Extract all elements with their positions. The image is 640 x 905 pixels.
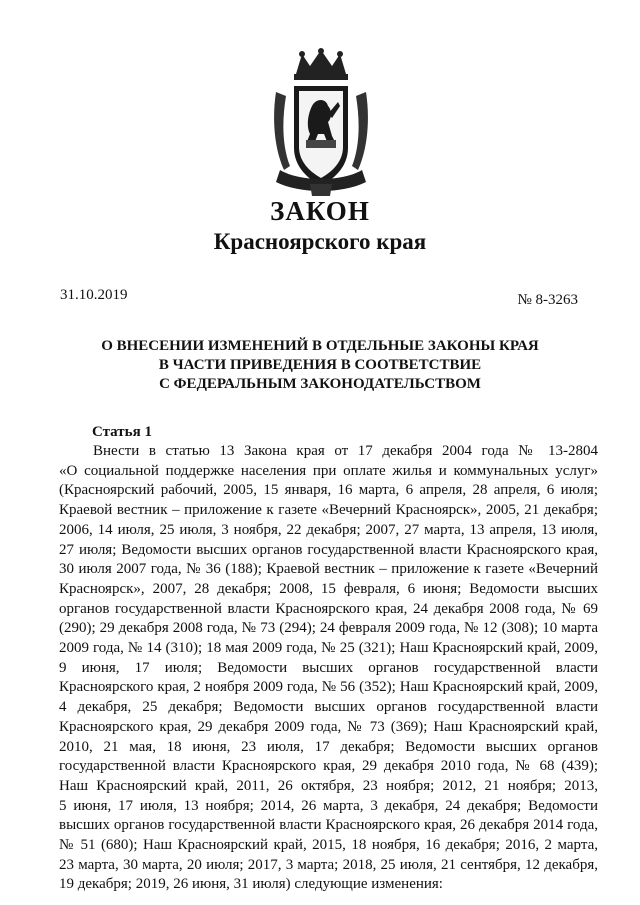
body-line: 23 марта, 30 марта, 20 июля; 2017, 3 марта; 2018, 25 июля, 21 сентября, 12 декабря, [59, 856, 598, 873]
law-date: 31.10.2019 [60, 287, 128, 303]
law-heading [80, 337, 560, 394]
body-line: 2010, 21 мая, 18 июня, 23 июля, 17 декабря; Ведомости высших органов [59, 738, 598, 755]
heading-line: О ВНЕСЕНИИ ИЗМЕНЕНИЙ В ОТДЕЛЬНЫЕ ЗАКОНЫ КРАЯ [101, 338, 539, 354]
body-line: № 51 (680); Наш Красноярский край, 2015, 18 ноября, 16 декабря; 2016, 2 марта, [59, 837, 598, 854]
article-body [59, 442, 598, 895]
law-region-subtitle: Красноярского края [213, 229, 427, 254]
body-line: органов государственной власти Красноярского края, 24 декабря 2008 года, № 69 [59, 600, 598, 617]
body-line: высших органов государственной власти Красноярского края, 26 декабря 2014 года, [59, 817, 598, 834]
body-line: 5 июня, 17 июля, 13 ноября; 2014, 26 марта, 3 декабря, 24 декабря; Ведомости [59, 797, 598, 814]
article-title: Статья 1 [92, 424, 152, 440]
body-line: Краевой вестник – приложение к газете «Вечерний Красноярск», 2005, 21 декабря; [59, 502, 598, 519]
body-line: 2006, 14 июля, 25 июля, 3 ноября, 22 декабря; 2007, 27 марта, 13 апреля, 13 июля, [59, 521, 598, 538]
heading-line: С ФЕДЕРАЛЬНЫМ ЗАКОНОДАТЕЛЬСТВОМ [159, 376, 481, 392]
body-line: (Красноярский рабочий, 2005, 15 января, 16 марта, 6 апреля, 28 апреля, 6 июля; [59, 482, 598, 499]
body-line: Наш Красноярский край, 2011, 26 октября, 23 ноября; 2012, 21 ноября; 2013, [59, 777, 598, 794]
body-line: 19 декабря; 2019, 26 июня, 31 июля) следующие изменения: [59, 876, 443, 893]
body-line: 4 декабря, 25 декабря; Ведомости высших органов государственной власти [59, 699, 598, 716]
body-line: 27 июля; Ведомости высших органов государственной власти Красноярского края, [59, 541, 598, 558]
body-line: (290); 29 декабря 2008 года, № 73 (294); 24 февраля 2009 года, № 12 (308); 10 марта [59, 620, 598, 637]
law-number: № 8-3263 [517, 292, 578, 308]
body-line: 9 июня, 17 июля; Ведомости высших органов государственной власти [59, 659, 598, 676]
body-line: государственной власти Красноярского края, 29 декабря 2010 года, № 68 (439); [59, 758, 598, 775]
law-title: ЗАКОН [270, 196, 370, 226]
body-line: Красноярск», 2007, 28 декабря; 2008, 15 февраля, 6 июня; Ведомости высших [59, 580, 598, 597]
body-line: 30 июля 2007 года, № 36 (188); Краевой вестник – приложение к газете «Вечерний [59, 561, 598, 578]
heading-line: В ЧАСТИ ПРИВЕДЕНИЯ В СООТВЕТСТВИЕ [158, 357, 482, 373]
body-line: Красноярского края, 2 ноября 2009 года, № 56 (352); Наш Красноярский край, 2009, [59, 679, 598, 696]
coat-of-arms-icon [270, 48, 372, 198]
body-line: «О социальной поддержке населения при оплате жилья и коммунальных услуг» [59, 462, 598, 479]
body-line: Красноярского края, 29 декабря 2009 года, № 73 (369); Наш Красноярский край, [59, 718, 598, 735]
body-line: 2009 года, № 14 (310); 18 мая 2009 года, № 25 (321); Наш Красноярский край, 2009, [59, 640, 598, 657]
body-line: Внести в статью 13 Закона края от 17 декабря 2004 года № 13-2804 [93, 443, 598, 459]
